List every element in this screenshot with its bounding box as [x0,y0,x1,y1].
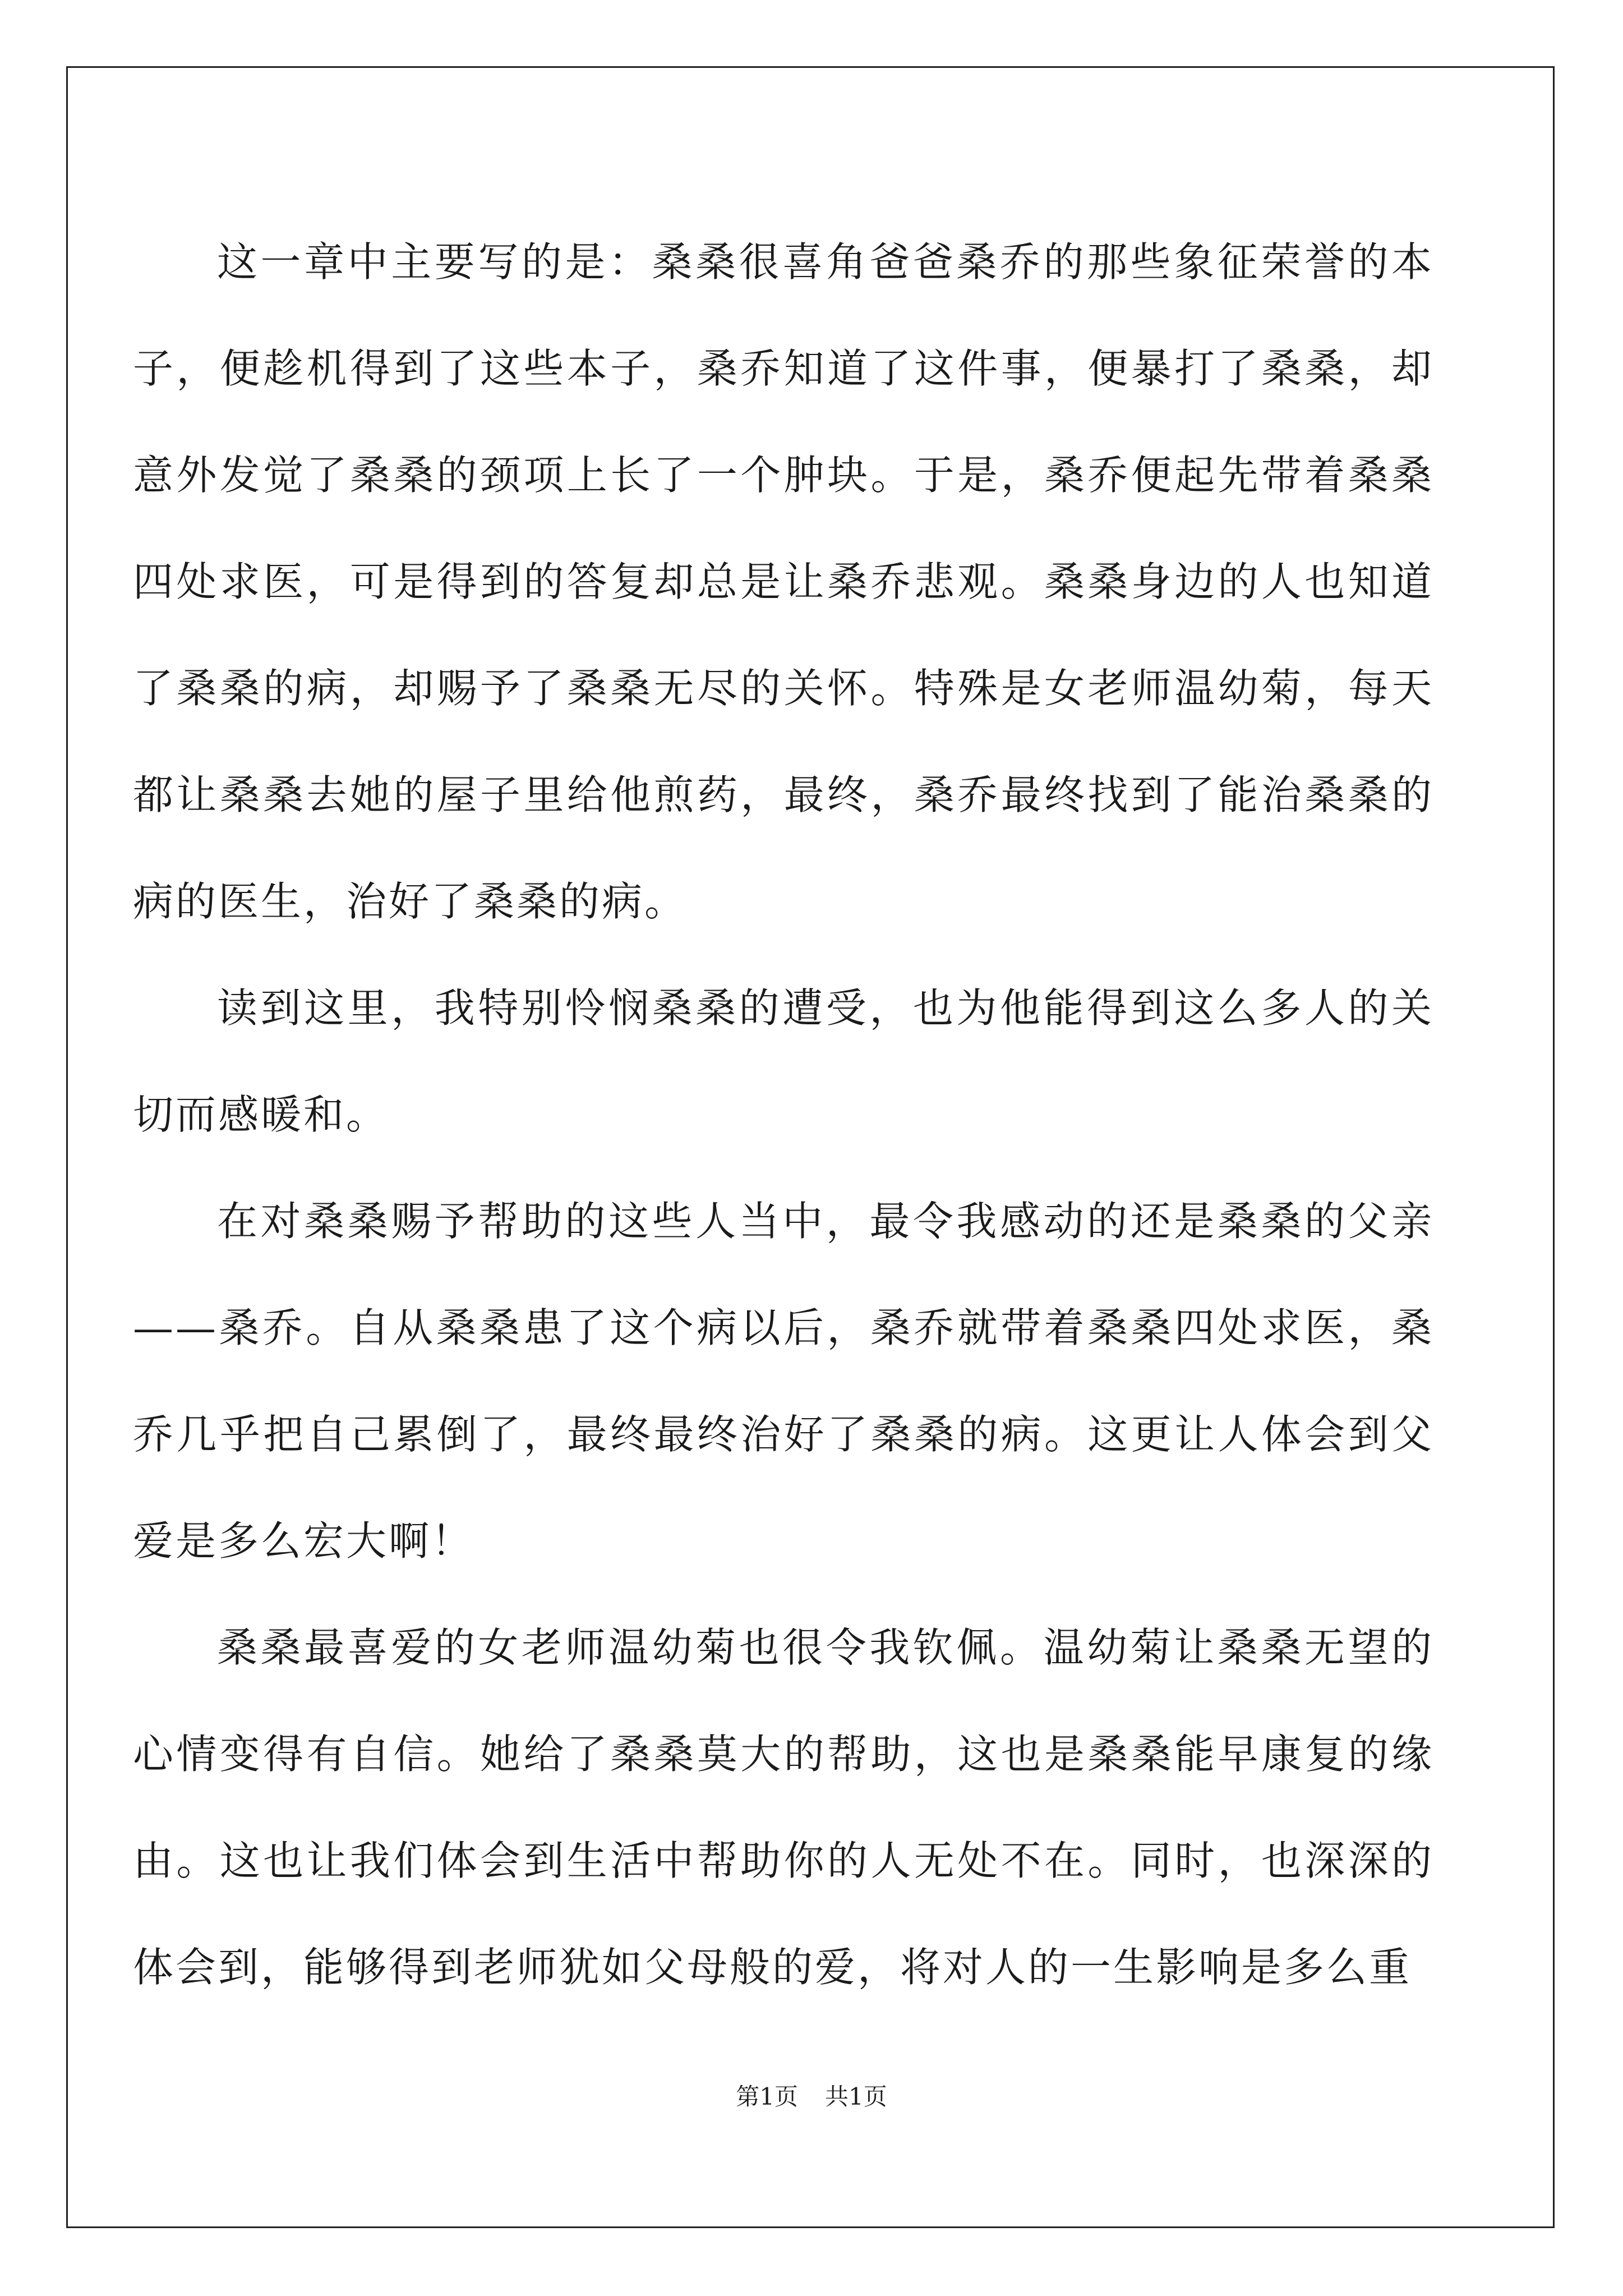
paragraph-3: 在对桑桑赐予帮助的这些人当中，最令我感动的还是桑桑的父亲——桑乔。自从桑桑患了这个病以后，桑乔就带着桑桑四处求医，桑乔几乎把自己累倒了，最终最终治好了桑桑的病。这更让人体会到父爱是多么宏大啊！ [133,1198,1434,1565]
document-body [133,209,1434,2021]
paragraph-2: 读到这里，我特别怜悯桑桑的遭受，也为他能得到这么多人的关切而感暖和。 [133,984,1434,1138]
page-number: 第1页 [736,2083,798,2110]
paragraph-4: 桑桑最喜爱的女老师温幼菊也很令我钦佩。温幼菊让桑桑无望的心情变得有自信。她给了桑桑莫大的帮助，这也是桑桑能早康复的缘由。这也让我们体会到生活中帮助你的人无处不在。同时，也深深的体会到，能够得到老师犹如父母般的爱，将对人的一生影响是多么重 [133,1624,1434,1991]
page-footer [0,2078,1623,2112]
page-total: 共1页 [825,2083,887,2110]
paragraph-1: 这一章中主要写的是：桑桑很喜角爸爸桑乔的那些象征荣誉的本子，便趁机得到了这些本子，桑乔知道了这件事，便暴打了桑桑，却意外发觉了桑桑的颈项上长了一个肿块。于是，桑乔便起先带着桑桑四处求医，可是得到的答复却总是让桑乔悲观。桑桑身边的人也知道了桑桑的病，却赐予了桑桑无尽的关怀。特殊是女老师温幼菊，每天都让桑桑去她的屋子里给他煎药，最终，桑乔最终找到了能治桑桑的病的医生，治好了桑桑的病。 [133,238,1434,925]
